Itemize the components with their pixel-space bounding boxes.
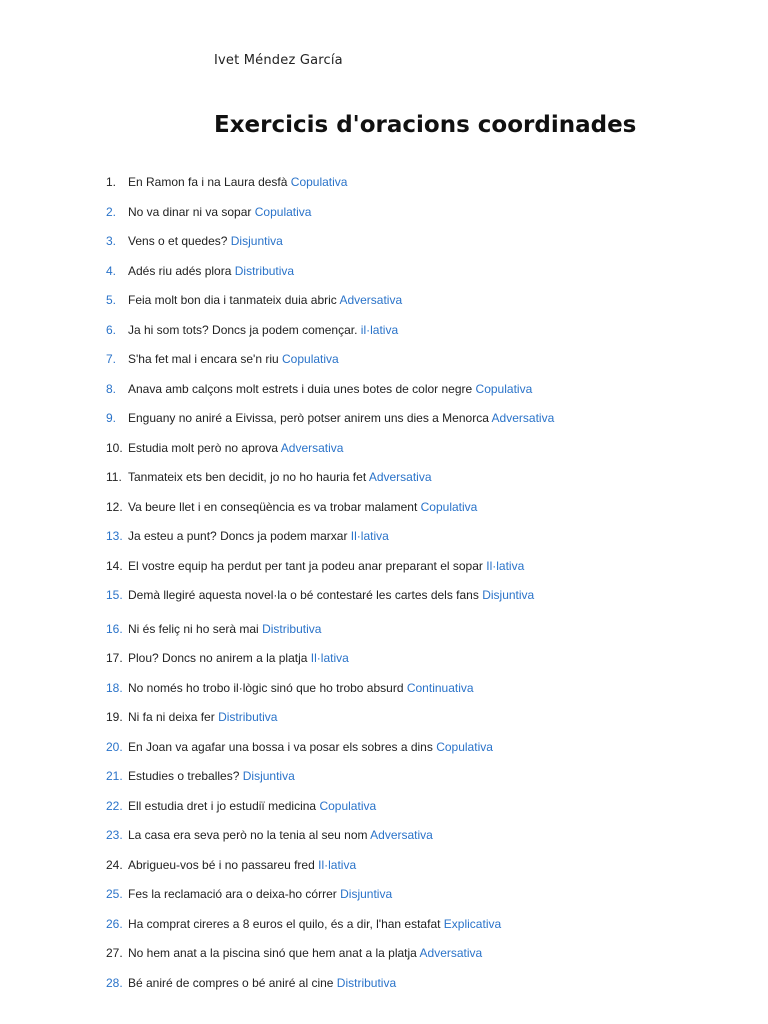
list-item [106, 409, 554, 427]
list-item [106, 586, 534, 604]
item-number: 25. [106, 887, 123, 901]
item-sentence: Ha comprat cireres a 8 euros el quilo, és a dir, l'han estafat [128, 916, 441, 931]
item-number: 8. [106, 381, 117, 396]
item-number: 23. [106, 828, 123, 842]
item-sentence: No va dinar ni va sopar [128, 204, 252, 219]
item-sentence: El vostre equip ha perdut per tant ja podeu anar preparant el sopar [128, 558, 483, 573]
item-answer: Il·lativa [486, 558, 525, 573]
item-sentence: Tanmateix ets ben decidit, jo no ho hauria fet [128, 470, 367, 484]
list-item [106, 439, 343, 457]
item-sentence: Estudia molt però no aprova [128, 440, 279, 455]
list-item [106, 708, 277, 726]
item-sentence: No hem anat a la piscina sinó que hem anat a la platja [128, 946, 417, 960]
item-number: 11. [106, 470, 122, 484]
list-item [106, 649, 349, 667]
list-item [106, 944, 482, 962]
list-item [106, 856, 356, 874]
item-answer: Adversativa [339, 293, 403, 307]
list-item [106, 885, 392, 903]
item-answer: Copulativa [319, 798, 377, 813]
item-sentence: Ja hi som tots? Doncs ja podem començar. [128, 322, 358, 337]
item-number: 22. [106, 798, 123, 813]
item-sentence: Estudies o treballes? [128, 769, 240, 783]
item-sentence: Bé aniré de compres o bé aniré al cine [128, 975, 334, 990]
item-answer: Distributiva [218, 710, 278, 724]
item-sentence: Va beure llet i en conseqüència es va trobar malament [128, 499, 418, 514]
item-answer: Continuativa [406, 680, 474, 695]
item-answer: Adversativa [370, 828, 433, 842]
list-item [106, 557, 524, 575]
list-item [106, 468, 432, 486]
list-item [106, 767, 295, 785]
item-answer: Copulativa [420, 499, 478, 514]
item-number: 19. [106, 710, 123, 724]
item-number: 15. [106, 588, 123, 602]
item-sentence: En Joan va agafar una bossa i va posar els sobres a dins [128, 739, 433, 754]
item-number: 17. [106, 651, 123, 665]
item-sentence: Enguany no aniré a Eivissa, però potser anirem uns dies a Menorca [128, 411, 489, 425]
item-number: 4. [106, 263, 117, 278]
list-item [106, 527, 389, 545]
item-sentence: Ell estudia dret i jo estudiï medicina [128, 798, 317, 813]
item-number: 6. [106, 322, 117, 337]
item-answer: Disjuntiva [340, 887, 393, 901]
list-item [106, 173, 347, 191]
list-item [106, 826, 433, 844]
item-answer: Copulativa [436, 739, 493, 754]
item-answer: Distributiva [262, 621, 322, 636]
item-number: 10. [106, 440, 123, 455]
list-item [106, 262, 294, 280]
item-answer: Adversativa [419, 946, 483, 960]
item-answer: Disjuntiva [482, 588, 535, 602]
item-answer: Distributiva [336, 975, 397, 990]
item-number: 12. [106, 499, 123, 514]
list-item [106, 380, 532, 398]
item-sentence: Demà llegiré aquesta novel·la o bé contestaré les cartes dels fans [128, 588, 479, 602]
item-number: 24. [106, 857, 123, 872]
item-answer: Disjuntiva [230, 234, 283, 248]
item-number: 1. [106, 175, 117, 189]
item-number: 26. [106, 916, 123, 931]
item-sentence: Ja esteu a punt? Doncs ja podem marxar [128, 529, 348, 543]
item-answer: Il·lativa [350, 529, 389, 543]
list-item [106, 974, 396, 992]
item-number: 16. [106, 621, 123, 636]
item-answer: Il·lativa [318, 857, 357, 872]
item-answer: Adversativa [280, 440, 344, 455]
item-sentence: Anava amb calçons molt estrets i duia unes botes de color negre [128, 381, 473, 396]
item-answer: Copulativa [254, 204, 312, 219]
item-answer: Copulativa [290, 175, 348, 189]
item-number: 7. [106, 352, 117, 366]
item-sentence: S'ha fet mal i encara se'n riu [128, 352, 279, 366]
list-item [106, 350, 339, 368]
item-number: 18. [106, 680, 123, 695]
list-item [106, 232, 283, 250]
list-item [106, 915, 501, 933]
item-sentence: En Ramon fa i na Laura desfà [128, 175, 288, 189]
item-number: 20. [106, 739, 123, 754]
item-answer: Copulativa [475, 381, 533, 396]
list-item [106, 797, 376, 815]
list-item [106, 679, 474, 697]
item-answer: Copulativa [282, 352, 339, 366]
item-sentence: Feia molt bon dia i tanmateix duia abric [128, 293, 337, 307]
item-answer: Disjuntiva [242, 769, 295, 783]
list-item [106, 498, 477, 516]
item-number: 21. [106, 769, 123, 783]
item-number: 14. [106, 558, 123, 573]
list-item [106, 203, 311, 221]
item-answer: Adversativa [368, 470, 432, 484]
item-number: 27. [106, 946, 123, 960]
list-item [106, 738, 493, 756]
item-answer: Il·lativa [310, 651, 349, 665]
list-item [106, 620, 321, 638]
item-number: 3. [106, 234, 117, 248]
item-sentence: La casa era seva però no la tenia al seu nom [128, 828, 368, 842]
item-number: 28. [106, 975, 123, 990]
item-answer: Adversativa [491, 411, 555, 425]
author-name: Ivet Méndez García [214, 53, 343, 68]
item-sentence: Fes la reclamació ara o deixa-ho córrer [128, 887, 337, 901]
item-sentence: Vens o et quedes? [128, 234, 228, 248]
item-number: 13. [106, 529, 123, 543]
item-sentence: No només ho trobo il·lògic sinó que ho trobo absurd [128, 680, 404, 695]
page-title: Exercicis d'oracions coordinades [214, 112, 637, 138]
item-sentence: Ni fa ni deixa fer [128, 710, 215, 724]
item-answer: il·lativa [360, 322, 399, 337]
item-answer: Distributiva [234, 263, 295, 278]
item-sentence: Ni és feliç ni ho serà mai [128, 621, 259, 636]
item-sentence: Abrigueu-vos bé i no passareu fred [128, 857, 315, 872]
item-number: 9. [106, 411, 117, 425]
list-item [106, 321, 398, 339]
item-answer: Explicativa [443, 916, 502, 931]
list-item [106, 291, 402, 309]
item-number: 2. [106, 204, 117, 219]
item-sentence: Adés riu adés plora [128, 263, 232, 278]
item-number: 5. [106, 293, 117, 307]
item-sentence: Plou? Doncs no anirem a la platja [128, 651, 308, 665]
